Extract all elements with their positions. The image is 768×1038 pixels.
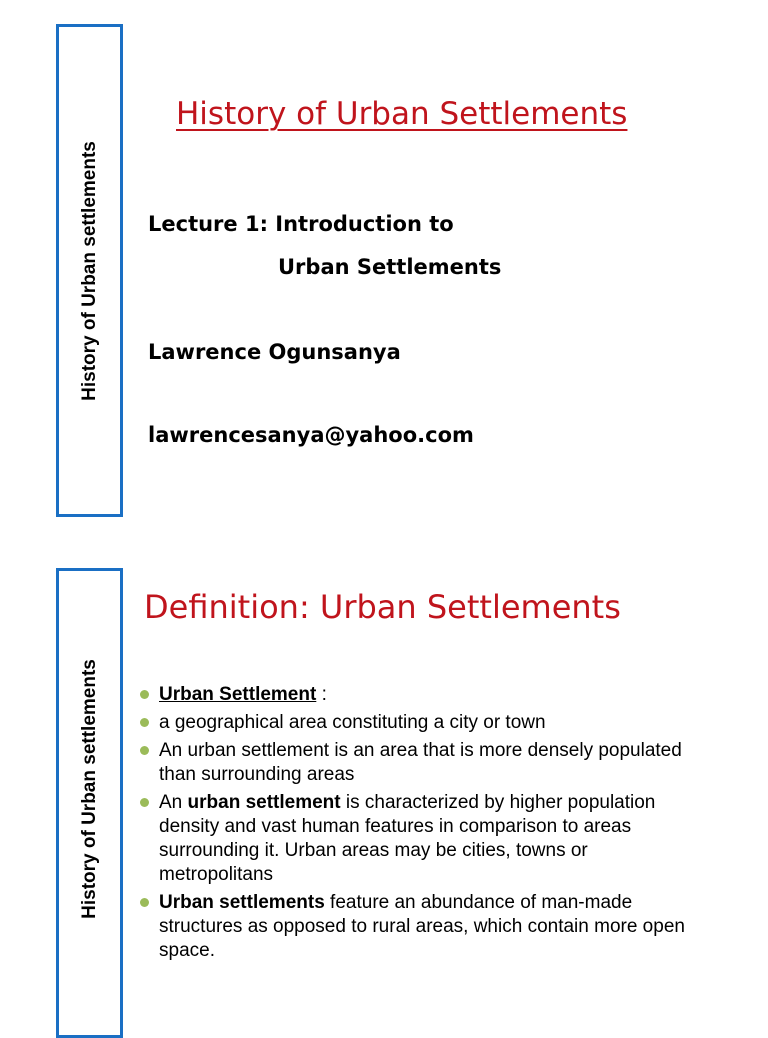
side-label: History of Urban settlements — [78, 140, 100, 401]
bullet-prefix: An — [159, 792, 188, 813]
bullet-dot-icon — [140, 798, 149, 807]
lecture-title-line-1: Lecture 1: Introduction to — [148, 212, 454, 236]
author-name: Lawrence Ogunsanya — [148, 340, 401, 364]
bullet-text: is characterized by higher population density and vast human features in comparison to areas surrounding it. Urban areas may be cities, towns or metropolitans — [159, 792, 656, 885]
bullet-term: urban settlement — [187, 792, 341, 813]
slide-title: History of Urban Settlements — [176, 96, 628, 132]
bullet-item — [138, 683, 698, 707]
lecture-title-line-2: Urban Settlements — [278, 255, 502, 279]
bullet-text: a geographical area constituting a city or town — [159, 712, 546, 733]
bullet-dot-icon — [140, 898, 149, 907]
bullet-text: : — [316, 684, 327, 705]
side-label: History of Urban settlements — [78, 659, 100, 919]
bullet-item — [138, 711, 698, 735]
bullet-term: Urban Settlement — [159, 684, 317, 705]
side-label-box — [56, 24, 123, 517]
bullet-dot-icon — [140, 746, 149, 755]
bullet-term: Urban settlements — [159, 892, 325, 913]
bullet-dot-icon — [140, 718, 149, 727]
author-email: lawrencesanya@yahoo.com — [148, 423, 474, 447]
bullet-item — [138, 891, 698, 963]
definition-slide — [0, 540, 768, 1024]
bullet-text: An urban settlement is an area that is more densely populated than surrounding areas — [159, 740, 682, 785]
side-label-box — [56, 568, 123, 1038]
bullet-item — [138, 791, 698, 887]
slide-title: Definition: Urban Settlements — [144, 588, 621, 626]
bullet-item — [138, 739, 698, 787]
bullet-list — [138, 683, 698, 967]
bullet-text: feature an abundance of man-made structures as opposed to rural areas, which contain more open space. — [159, 892, 685, 961]
bullet-dot-icon — [140, 690, 149, 699]
